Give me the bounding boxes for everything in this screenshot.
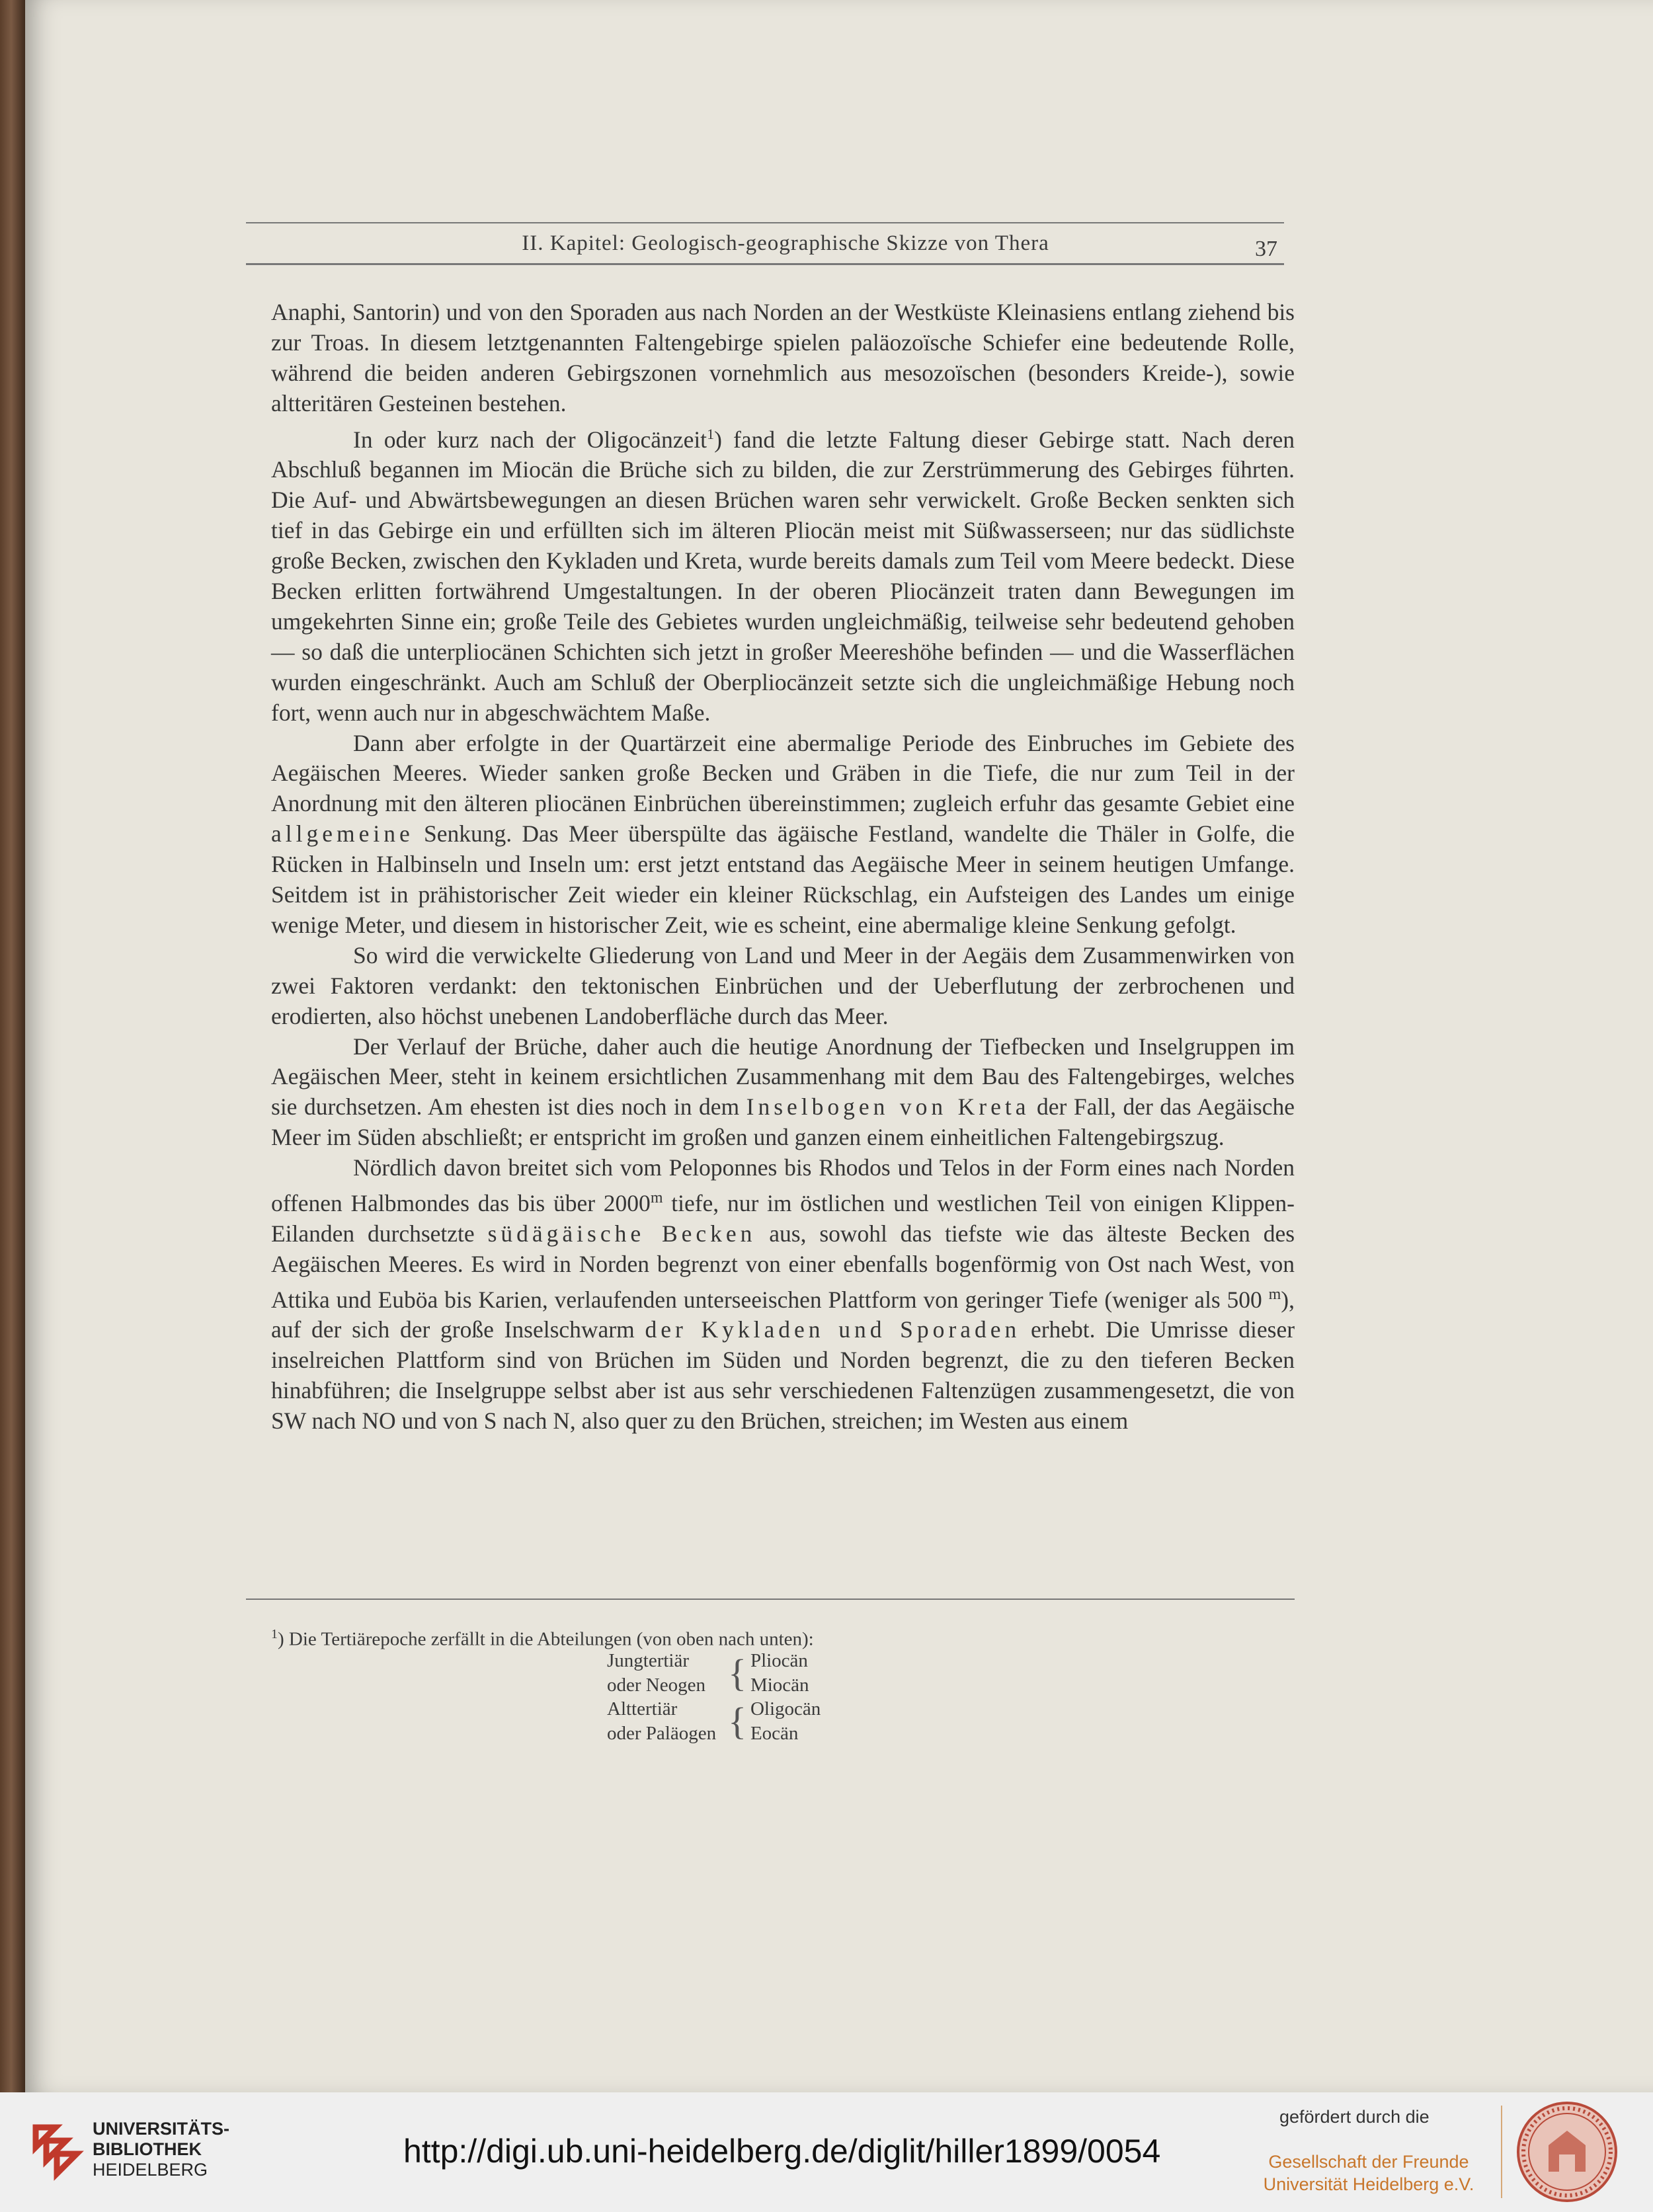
brace-icon: { — [728, 1651, 746, 1694]
footnote-epoch-table — [607, 1649, 821, 1745]
paragraph-1: Anaphi, Santorin) und von den Sporaden aus nach Norden an der Westküste Kleinasiens entlang ziehend bis zur Troas. In diesem letztgenannten Faltengebirge spielen paläozoïsche Schiefer eine bedeutende Rolle, während die beiden anderen Gebirgszonen vornehmlich aus mesozoïschen (besonders Kreide-), sowie altteritären Gesteinen bestehen. — [271, 299, 1295, 416]
scanned-page — [25, 0, 1653, 2092]
spaced-emphasis: allgemeine — [271, 820, 414, 848]
unit-superscript: m — [1268, 1285, 1281, 1303]
spaced-emphasis: der Kykladen und Sporaden — [645, 1316, 1021, 1343]
table-row: oder Paläogen Eocän — [607, 1722, 799, 1744]
paragraph-2: In oder kurz nach der Oligocänzeit$^1$) fand die letzte Faltung dieser Gebirge statt. Nach deren Abschluß begannen im Miocän die Brüche sich zu bilden, die zur Zerstrümmerung des Gebirges führten. Die Auf- und Abwärtsbewegungen an diesen Brüchen waren sehr verwickelt. Große Becken senkten sich tief in das Gebirge ein und erfüllten sich im älteren Pliocän meist mit Süßwasserseen; nur das südlichste große Becken, zwischen den Kykladen und Kreta, wurde bereits damals zum Teil vom Meere bedeckt. Diese Becken erlitten fortwährend Umgestaltungen. In der oberen Pliocänzeit traten dann Bewegungen im umgekehrten Sinne ein; große Teile des Gebietes wurden ungleichmäßig, teilweise sehr bedeutend gehoben — so daß die unterpliocänen Schichten sich jetzt in großer Meereshöhe befinden — und die Wasserflächen wurden eingeschränkt. Auch am Schluß der Oberpliocänzeit setzte sich die ungleichmäßige Hebung noch fort, wenn auch nur in abgeschwächtem Maße. — [271, 425, 1295, 726]
table-row: Alttertiär { Oligocän — [607, 1697, 821, 1721]
paragraph-5: Der Verlauf der Brüche, daher auch die heutige Anordnung der Tiefbecken und Inselgruppen im Aegäischen Meer, steht in keinem ersichtlichen Zusammenhang mit dem Bau des Faltengebirges, welches sie durchsetzen. Am ehesten ist dies noch in dem Inselbogen von Kreta der Fall, der das Aegäische Meer im Süden abschließt; er entspricht im großen und ganzen einem einheitlichen Faltengebirgszug. — [271, 1033, 1295, 1151]
footnote-text: ) Die Tertiärepoche zerfällt in die Abteilungen (von oben nach unten): — [278, 1628, 814, 1650]
body-text — [271, 297, 1295, 1437]
sponsor-name[interactable]: Gesellschaft der Freunde Universität Heidelberg e.V. — [1263, 2152, 1474, 2194]
header-rule-bottom — [246, 263, 1284, 265]
unit-superscript: m — [650, 1189, 663, 1207]
running-header-title: II. Kapitel: Geologisch-geographische Skizze von Thera — [522, 231, 1049, 255]
paragraph-6: Nördlich davon breitet sich vom Peloponnes bis Rhodos und Telos in der Form eines nach Norden offenen Halbmondes das bis über 2000$^m$ tiefe, nur im östlichen und westlichen Teil von einigen Klippen-Eilanden durchsetzte südägäische Becken aus, sowohl das tiefste wie das älteste Becken des Aegäischen Meeres. Es wird in Norden begrenzt von einer ebenfalls bogenförmig von Ost nach West, von Attika und Euböa bis Karien, verlaufenden unterseeischen Plattform von geringer Tiefe (weniger als 500 $^m$), auf der sich der große Inselschwarm der Kykladen und Sporaden erhebt. Die Umrisse dieser inselreichen Plattform sind von Brüchen im Süden und Norden begrenzt, die zu den tieferen Becken hinabführen; die Inselgruppe selbst aber ist aus sehr verschiedenen Faltenzügen zusammengesetzt, die von SW nach NO und von S nach N, also quer zu den Brüchen, streichen; im Westen aus einem — [271, 1154, 1295, 1435]
footer-bar — [0, 2092, 1653, 2212]
footnote-rule — [246, 1599, 1295, 1600]
footnote-ref: 1 — [707, 425, 715, 442]
page-number: 37 — [1255, 237, 1277, 261]
paragraph-4: So wird die verwickelte Gliederung von Land und Meer in der Aegäis dem Zusammenwirken von zwei Faktoren verdankt: den tektonischen Einbrüchen und der Ueberflutung der zerbrochenen und erodierten, also höchst unebenen Landoberfläche durch das Meer. — [271, 941, 1295, 1029]
table-row: Jungtertiär { Pliocän — [607, 1649, 821, 1673]
book-spine-edge — [0, 0, 25, 2092]
table-row: oder Neogen Miocän — [607, 1674, 809, 1696]
footnote-marker: 1 — [271, 1627, 278, 1641]
spaced-emphasis: südägäische Becken — [487, 1220, 756, 1247]
permalink-url[interactable]: http://digi.ub.uni-heidelberg.de/diglit/hiller1899/0054 — [403, 2133, 1161, 2170]
university-seal-icon — [1514, 2099, 1620, 2205]
header-rule-top — [246, 222, 1284, 223]
spaced-emphasis: Inselbogen von Kreta — [746, 1093, 1030, 1121]
university-library-name: UNIVERSITÄTS- BIBLIOTHEK HEIDELBERG — [93, 2119, 230, 2180]
sponsor-divider — [1501, 2106, 1502, 2198]
brace-icon: { — [728, 1700, 746, 1743]
university-library-logo-icon[interactable] — [26, 2114, 90, 2188]
paragraph-3: Dann aber erfolgte in der Quartärzeit eine abermalige Periode des Einbruches im Gebiete des Aegäischen Meeres. Wieder sanken große Becken und Gräben in die Tiefe, die nur zum Teil in der Anordnung mit den älteren pliocänen Einbrüchen übereinstimmen; zugleich erfuhr das gesamte Gebiet eine allgemeine Senkung. Das Meer überspülte das ägäische Festland, wandelte die Thäler in Golfe, die Rücken in Halbinseln und Inseln um: erst jetzt entstand das Aegäische Meer in seinem heutigen Umfange. Seitdem ist in prähistorischer Zeit wieder ein kleiner Rückschlag, ein Aufsteigen des Landes um einige wenige Meter, und diesem in historischer Zeit, wie es scheint, eine abermalige kleine Senkung gefolgt. — [271, 729, 1295, 938]
footnote — [271, 1622, 1295, 1651]
sponsor-prefix: gefördert durch die — [1279, 2107, 1430, 2127]
